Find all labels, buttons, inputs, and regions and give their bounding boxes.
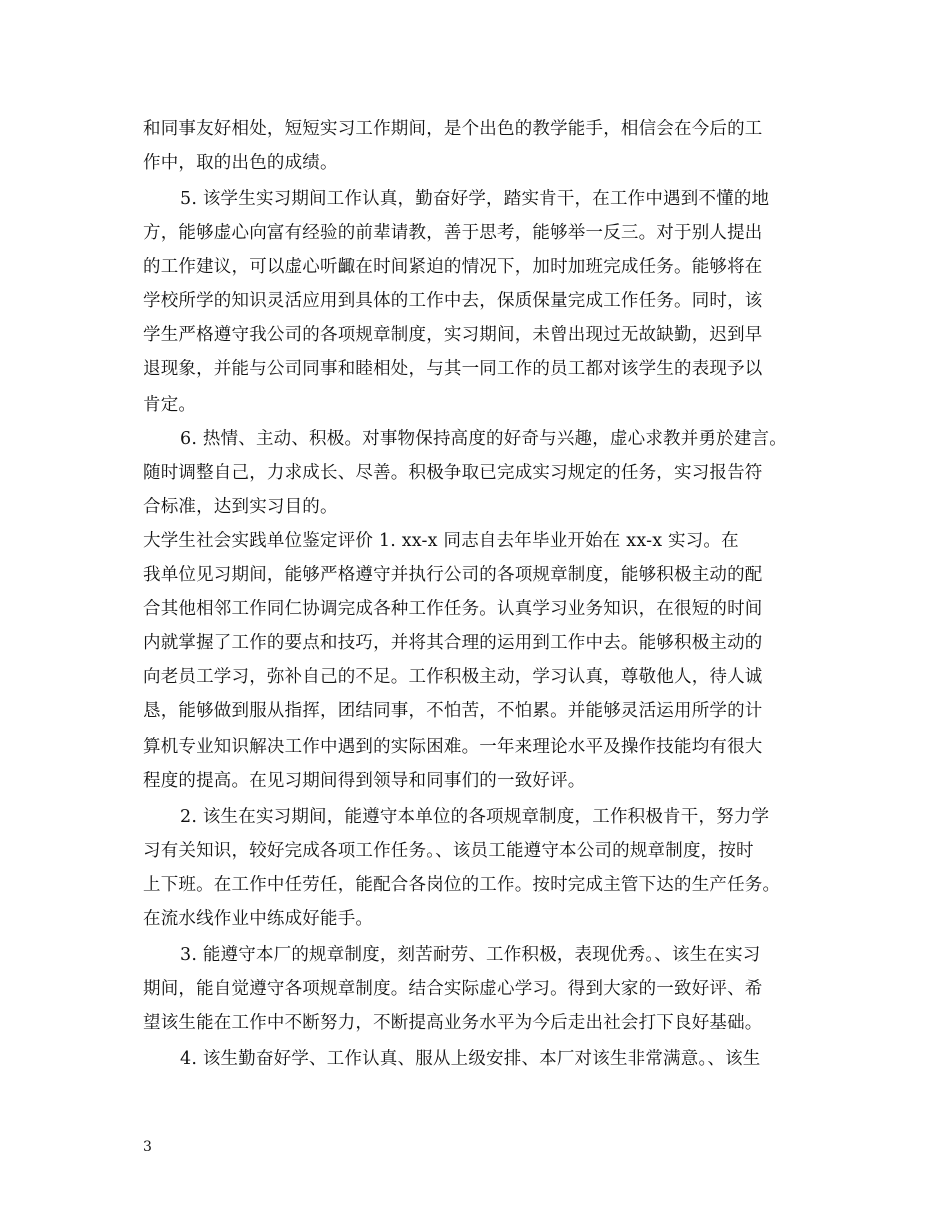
text-line: 的工作建议，可以虚心听齱在时间紧迫的情况下，加时加班完成任务。能够将在	[143, 257, 763, 277]
text-line: 在流水线作业中练成好能手。	[143, 909, 374, 929]
text-line: 3. 能遵守本厂的规章制度，刻苦耐劳、工作积极，表现优秀。、该生在实习	[180, 945, 761, 965]
text-line: 和同事友好相处，短短实习工作期间，是个出色的教学能手，相信会在今后的工	[143, 119, 763, 139]
text-line: 5. 该学生实习期间工作认真，勤奋好学，踏实肯干，在工作中遇到不懂的地	[180, 189, 770, 209]
text-line: 6. 热情、主动、积极。对事物保持高度的好奇与兴趣，虚心求教并勇於建言。	[180, 429, 787, 449]
text-line: 合其他相邻工作同仁协调完成各种工作任务。认真学习业务知识，在很短的时间	[143, 599, 763, 619]
text-line: 程度的提高。在见习期间得到领导和同事们的一致好评。	[143, 771, 586, 791]
text-line: 上下班。在工作中任劳任，能配合各岗位的工作。按时完成主管下达的生产任务。	[143, 875, 781, 895]
text-line: 合标准，达到实习目的。	[143, 497, 338, 517]
text-line: 期间，能自觉遵守各项规章制度。结合实际虚心学习。得到大家的一致好评、希	[143, 979, 763, 999]
text-line: 向老员工学习，弥补自己的不足。工作积极主动，学习认真，尊敬他人，待人诚	[143, 667, 763, 687]
text-line: 4. 该生勤奋好学、工作认真、服从上级安排、本厂对该生非常满意。、该生	[180, 1049, 761, 1069]
text-line: 学生严格遵守我公司的各项规章制度，实习期间，未曾出现过无故缺勤，迟到早	[143, 325, 763, 345]
text-line: 2. 该生在实习期间，能遵守本单位的各项规章制度，工作积极肯干，努力学	[180, 807, 770, 827]
text-line: 恳，能够做到服从指挥，团结同事，不怕苦，不怕累。并能够灵活运用所学的计	[143, 701, 763, 721]
text-line: 随时调整自己，力求成长、尽善。积极争取已完成实习规定的任务，实习报告符	[143, 463, 763, 483]
text-line: 大学生社会实践单位鉴定评价 1. xx-x 同志自去年毕业开始在 xx-x 实习。在	[143, 531, 739, 551]
page-number: 3	[143, 1139, 152, 1155]
text-line: 习有关知识，较好完成各项工作任务。、该员工能遵守本公司的规章制度，按时	[143, 841, 754, 861]
text-line: 算机专业知识解决工作中遇到的实际困难。一年来理论水平及操作技能均有很大	[143, 737, 763, 757]
text-line: 我单位见习期间，能够严格遵守并执行公司的各项规章制度，能够积极主动的配	[143, 565, 763, 585]
text-line: 肯定。	[143, 395, 197, 415]
text-line: 望该生能在工作中不断努力，不断提高业务水平为今后走出社会打下良好基础。	[143, 1013, 763, 1033]
text-line: 退现象，并能与公司同事和睦相处，与其一同工作的员工都对该学生的表现予以	[143, 359, 763, 379]
text-line: 学校所学的知识灵活应用到具体的工作中去，保质保量完成工作任务。同时，该	[143, 291, 763, 311]
text-line: 内就掌握了工作的要点和技巧，并将其合理的运用到工作中去。能够积极主动的	[143, 633, 763, 653]
text-line: 方，能够虚心向富有经验的前辈请教，善于思考，能够举一反三。对于别人提出	[143, 223, 763, 243]
text-line: 作中，取的出色的成绩。	[143, 153, 338, 173]
